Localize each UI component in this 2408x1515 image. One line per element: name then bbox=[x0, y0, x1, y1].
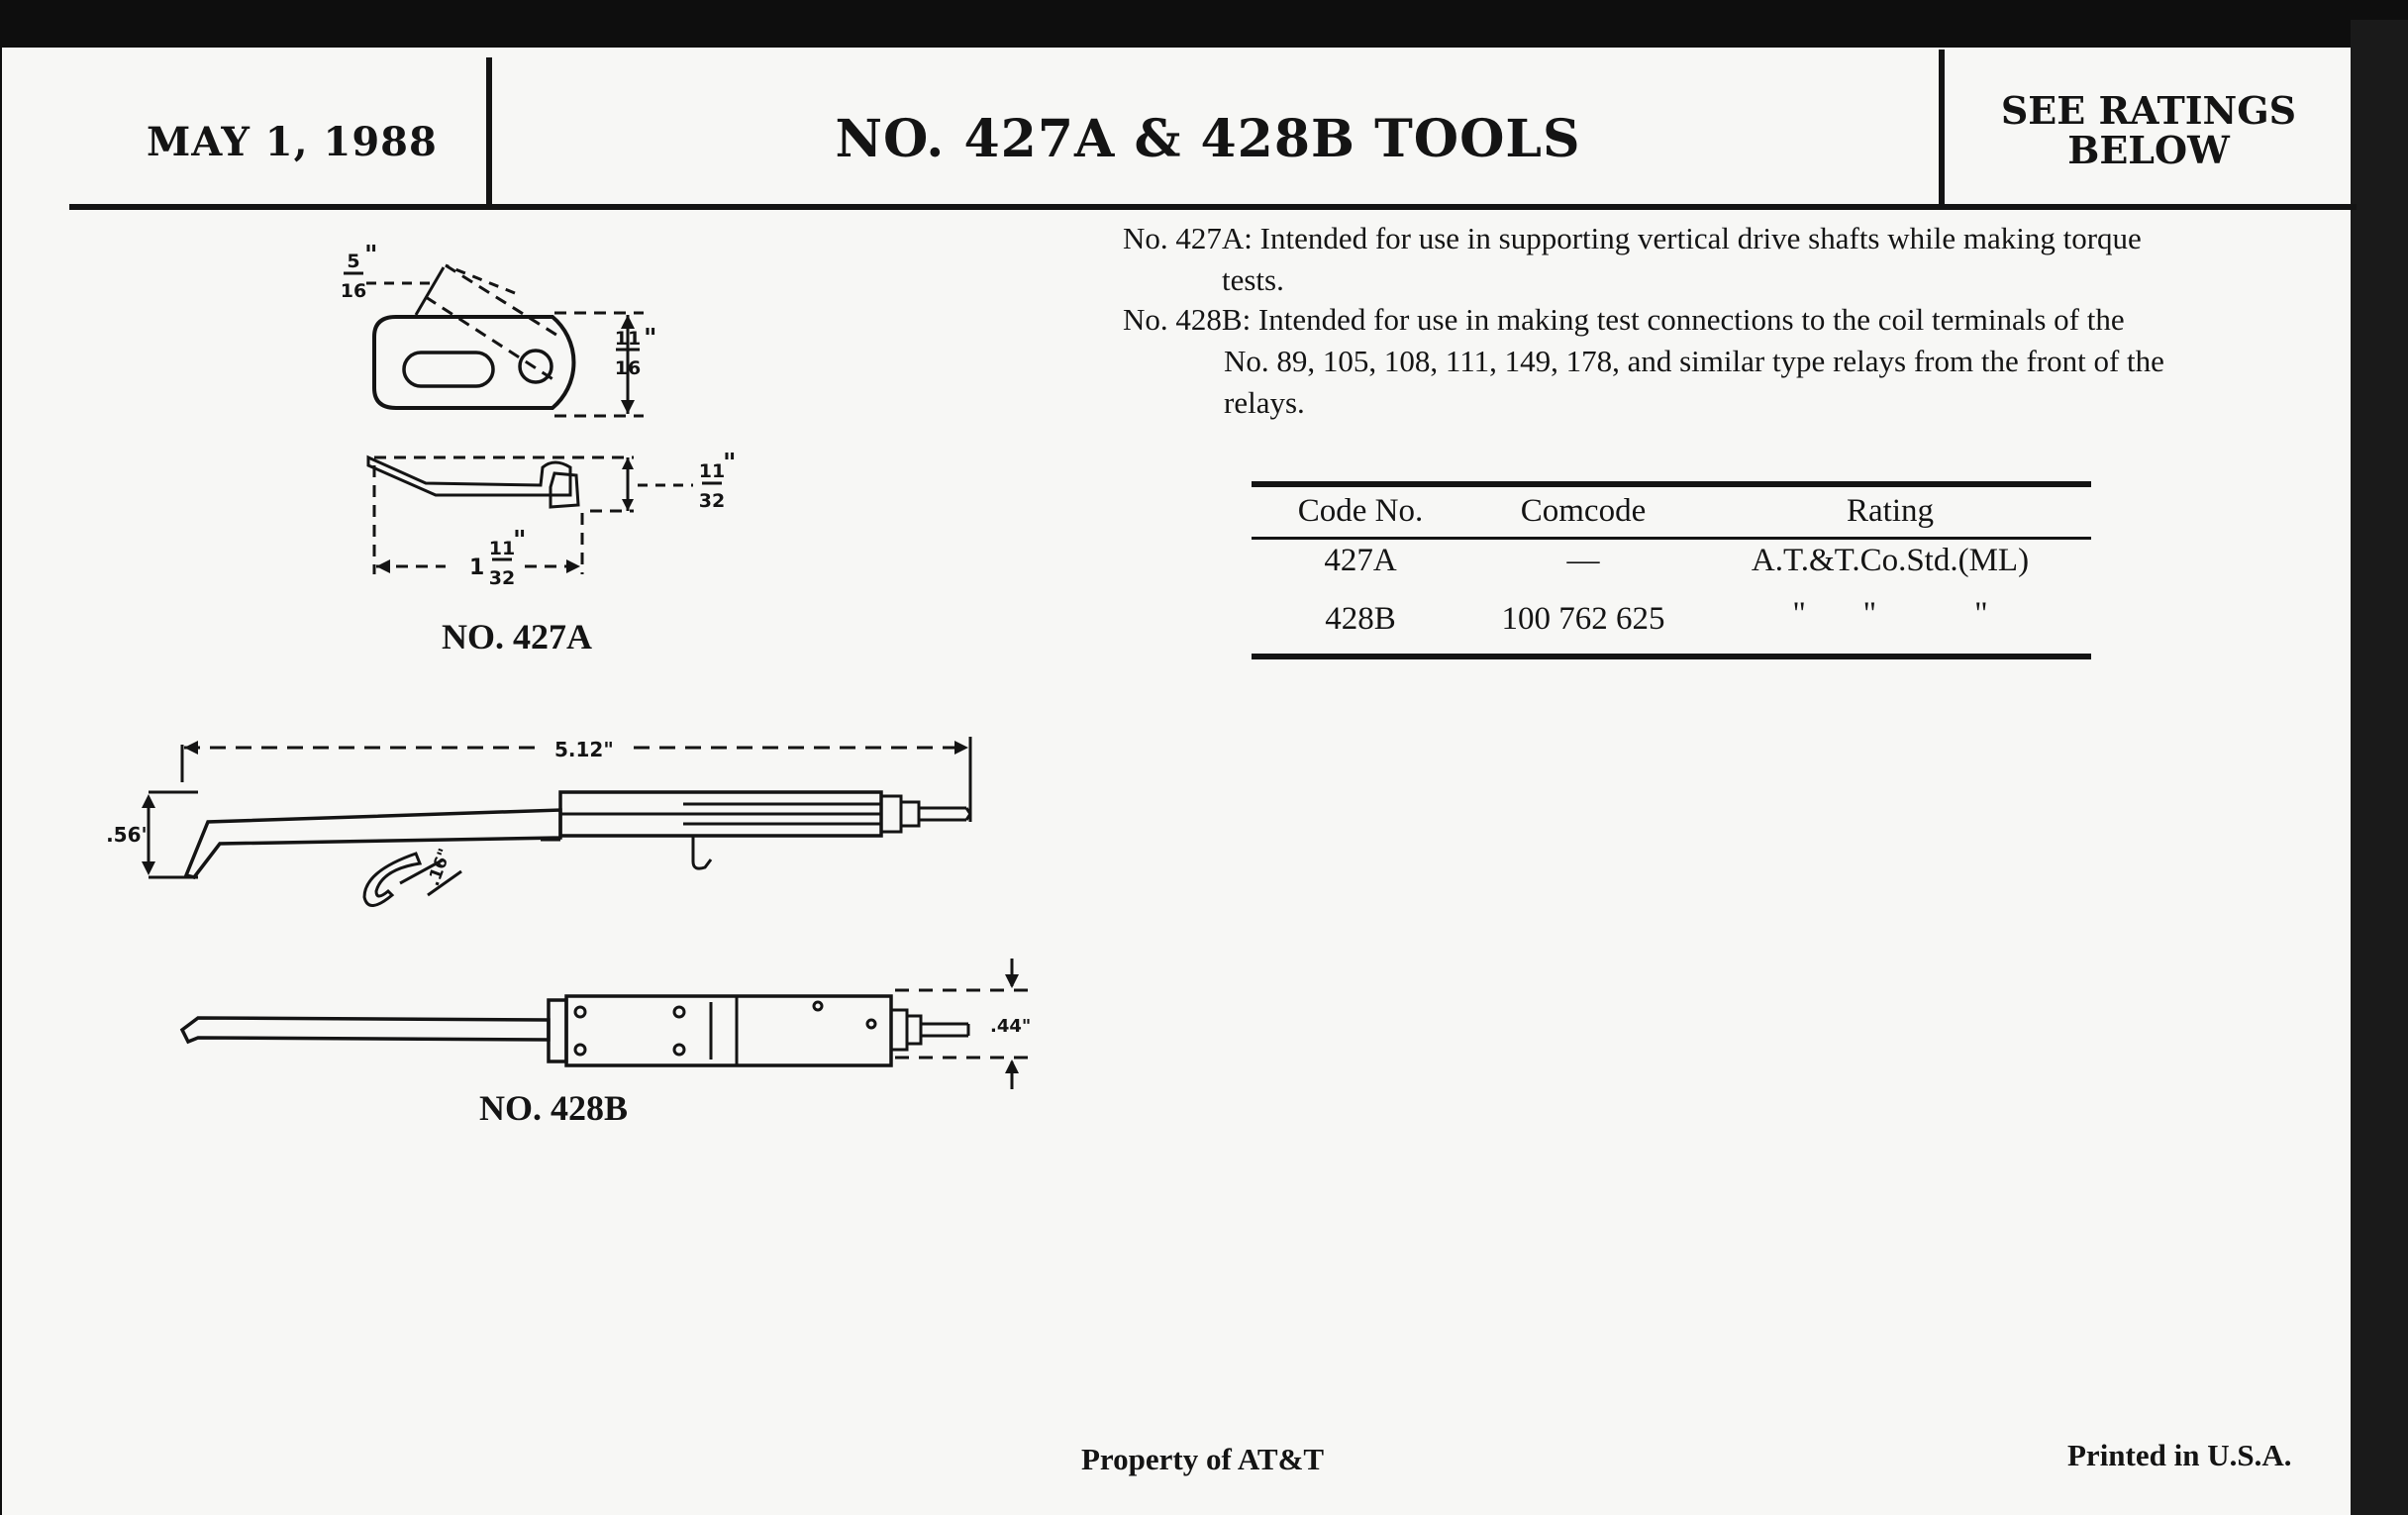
table-header-code: Code No. bbox=[1297, 493, 1424, 529]
ratings-note-line2: BELOW bbox=[2067, 128, 2230, 172]
description-427a-lead: No. 427A: Intended for use in supporting vertical drive shafts while making torque bbox=[1123, 221, 2142, 255]
table-row-1-comcode: — bbox=[1566, 543, 1600, 578]
table-header-comcode: Comcode bbox=[1520, 493, 1647, 529]
table-row-2-rating: " " " bbox=[1792, 596, 1988, 632]
ratings-note-line1: SEE RATINGS bbox=[2000, 88, 2297, 133]
dim-427a-side-num: 11 bbox=[698, 460, 726, 482]
caption-428b: NO. 428B bbox=[479, 1088, 629, 1128]
footer-printed: Printed in U.S.A. bbox=[2067, 1438, 2292, 1472]
table-row-2-code: 428B bbox=[1325, 601, 1396, 637]
table-row-1-rating: A.T.&T.Co.Std.(ML) bbox=[1751, 543, 2030, 578]
description-428b-cont-1: No. 89, 105, 108, 111, 149, 178, and similar type relays from the front of the bbox=[1224, 344, 2164, 378]
dim-427a-height-unit: " bbox=[644, 324, 657, 354]
description-428b-cont-2: relays. bbox=[1224, 385, 1305, 420]
dim-427a-len-unit: " bbox=[513, 526, 527, 556]
dim-427a-len-den: 32 bbox=[488, 567, 516, 589]
dim-428b-hook: .16" bbox=[423, 846, 456, 889]
dim-427a-side-den: 32 bbox=[698, 490, 726, 512]
table-row-2-comcode: 100 762 625 bbox=[1501, 601, 1665, 637]
dim-427a-len-num: 11 bbox=[488, 538, 516, 559]
dim-428b-width: .44" bbox=[990, 1016, 1032, 1037]
dim-427a-len-whole: 1 bbox=[469, 556, 485, 580]
caption-427a: NO. 427A bbox=[442, 617, 592, 656]
page-title: NO. 427A & 428B TOOLS bbox=[835, 109, 1581, 169]
description-427a-cont: tests. bbox=[1222, 262, 1284, 297]
dim-428b-height: .56" bbox=[106, 823, 151, 847]
table-header-rating: Rating bbox=[1847, 493, 1934, 529]
table-row-1-code: 427A bbox=[1324, 543, 1397, 578]
dim-427a-height-num: 11 bbox=[614, 328, 642, 350]
dim-427a-top-den: 16 bbox=[340, 280, 367, 302]
issue-date: MAY 1, 1988 bbox=[147, 119, 438, 165]
footer-property: Property of AT&T bbox=[1081, 1442, 1325, 1476]
dim-428b-length: 5.12" bbox=[554, 738, 614, 761]
dim-427a-top-unit: " bbox=[364, 241, 378, 270]
dim-427a-top-num: 5 bbox=[347, 251, 360, 272]
description-428b-lead: No. 428B: Intended for use in making test connections to the coil terminals of the bbox=[1123, 302, 2125, 337]
dim-427a-height-den: 16 bbox=[614, 357, 642, 379]
dim-427a-side-unit: " bbox=[723, 449, 737, 478]
